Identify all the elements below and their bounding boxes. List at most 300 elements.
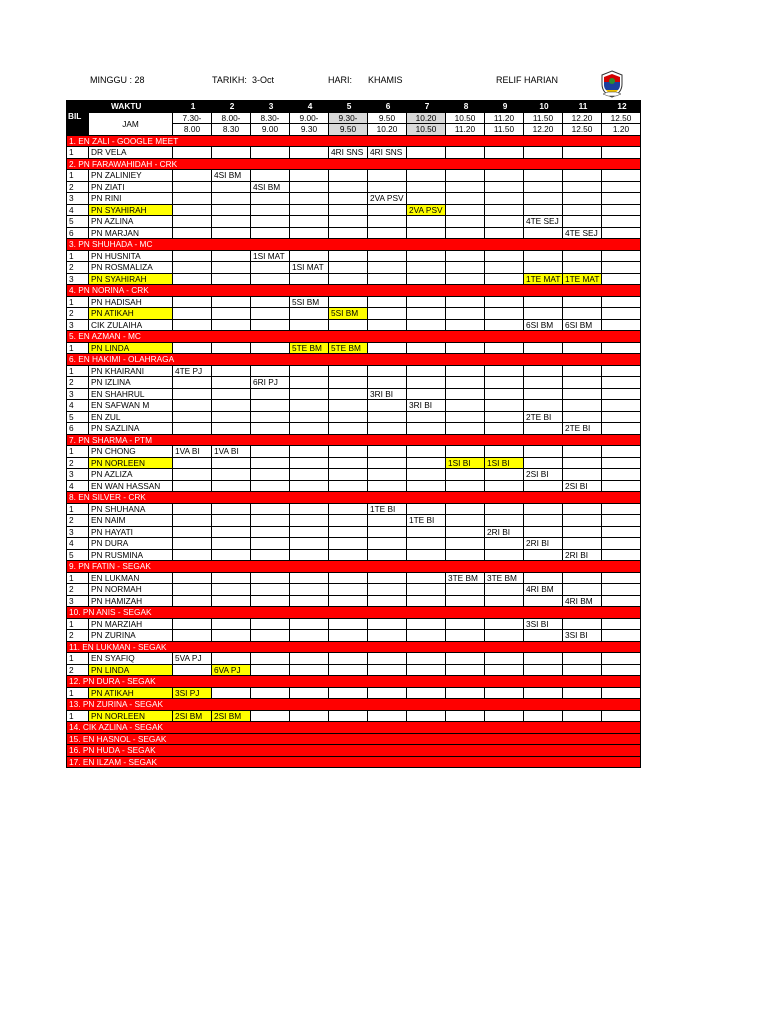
empty-cell bbox=[446, 687, 485, 699]
empty-cell bbox=[602, 710, 641, 722]
empty-cell bbox=[290, 572, 329, 584]
empty-cell bbox=[563, 193, 602, 205]
empty-cell bbox=[485, 664, 524, 676]
empty-cell bbox=[251, 584, 290, 596]
assignment-cell: 4SI BM bbox=[251, 181, 290, 193]
empty-cell bbox=[290, 204, 329, 216]
empty-cell bbox=[446, 365, 485, 377]
start-time-cell: 7.30- bbox=[173, 112, 212, 124]
assignment-cell: 3TE BM bbox=[485, 572, 524, 584]
empty-cell bbox=[407, 457, 446, 469]
empty-cell bbox=[251, 423, 290, 435]
absent-teacher-title: 5. EN AZMAN - MC bbox=[67, 331, 641, 343]
empty-cell bbox=[368, 273, 407, 285]
empty-cell bbox=[212, 319, 251, 331]
assignment-cell: 2VA PSV bbox=[368, 193, 407, 205]
absent-teacher-title: 14. CIK AZLINA - SEGAK bbox=[67, 722, 641, 734]
empty-cell bbox=[602, 549, 641, 561]
relief-teacher-name: PN NORLEEN bbox=[89, 710, 173, 722]
empty-cell bbox=[446, 710, 485, 722]
relief-teacher-name: PN ATIKAH bbox=[89, 687, 173, 699]
relief-teacher-name: PN HADISAH bbox=[89, 296, 173, 308]
bil-cell: 2 bbox=[67, 630, 89, 642]
relief-teacher-name: PN IZLINA bbox=[89, 377, 173, 389]
period-number: 6 bbox=[368, 101, 407, 113]
empty-cell bbox=[290, 365, 329, 377]
assignment-cell: 1SI MAT bbox=[290, 262, 329, 274]
empty-cell bbox=[212, 216, 251, 228]
empty-cell bbox=[290, 319, 329, 331]
end-time-cell: 10.50 bbox=[407, 124, 446, 136]
bil-cell: 2 bbox=[67, 262, 89, 274]
absent-teacher-row bbox=[67, 676, 641, 688]
empty-cell bbox=[602, 262, 641, 274]
absent-teacher-row bbox=[67, 239, 641, 251]
empty-cell bbox=[173, 572, 212, 584]
hari-value: KHAMIS bbox=[368, 75, 403, 85]
empty-cell bbox=[368, 250, 407, 262]
empty-cell bbox=[485, 193, 524, 205]
empty-cell bbox=[251, 457, 290, 469]
empty-cell bbox=[251, 342, 290, 354]
bil-cell: 1 bbox=[67, 572, 89, 584]
empty-cell bbox=[290, 308, 329, 320]
empty-cell bbox=[329, 193, 368, 205]
empty-cell bbox=[602, 147, 641, 159]
empty-cell bbox=[602, 630, 641, 642]
empty-cell bbox=[173, 595, 212, 607]
empty-cell bbox=[602, 377, 641, 389]
empty-cell bbox=[524, 595, 563, 607]
empty-cell bbox=[212, 181, 251, 193]
empty-cell bbox=[251, 308, 290, 320]
absent-teacher-title: 3. PN SHUHADA - MC bbox=[67, 239, 641, 251]
empty-cell bbox=[251, 618, 290, 630]
empty-cell bbox=[524, 227, 563, 239]
empty-cell bbox=[602, 618, 641, 630]
empty-cell bbox=[602, 526, 641, 538]
relief-row bbox=[67, 653, 641, 665]
period-number: 11 bbox=[563, 101, 602, 113]
bil-cell: 4 bbox=[67, 538, 89, 550]
assignment-cell: 2TE BI bbox=[524, 411, 563, 423]
empty-cell bbox=[212, 595, 251, 607]
bil-cell: 2 bbox=[67, 515, 89, 527]
empty-cell bbox=[446, 377, 485, 389]
relief-row bbox=[67, 262, 641, 274]
absent-teacher-title: 9. PN FATIN - SEGAK bbox=[67, 561, 641, 573]
empty-cell bbox=[368, 400, 407, 412]
empty-cell bbox=[173, 503, 212, 515]
empty-cell bbox=[290, 630, 329, 642]
empty-cell bbox=[290, 457, 329, 469]
empty-cell bbox=[212, 377, 251, 389]
relief-row bbox=[67, 227, 641, 239]
empty-cell bbox=[329, 296, 368, 308]
assignment-cell: 4RI SNS bbox=[368, 147, 407, 159]
empty-cell bbox=[563, 503, 602, 515]
absent-teacher-title: 7. PN SHARMA - PTM bbox=[67, 434, 641, 446]
end-time-cell: 1.20 bbox=[602, 124, 641, 136]
empty-cell bbox=[446, 480, 485, 492]
bil-cell: 5 bbox=[67, 411, 89, 423]
empty-cell bbox=[251, 595, 290, 607]
absent-teacher-row bbox=[67, 135, 641, 147]
empty-cell bbox=[368, 342, 407, 354]
empty-cell bbox=[446, 503, 485, 515]
empty-cell bbox=[524, 204, 563, 216]
empty-cell bbox=[173, 618, 212, 630]
empty-cell bbox=[173, 515, 212, 527]
bil-cell: 3 bbox=[67, 526, 89, 538]
relief-row bbox=[67, 296, 641, 308]
assignment-cell: 2VA PSV bbox=[407, 204, 446, 216]
start-time-cell: 12.20 bbox=[563, 112, 602, 124]
empty-cell bbox=[329, 181, 368, 193]
empty-cell bbox=[524, 457, 563, 469]
assignment-cell: 4TE SEJ bbox=[524, 216, 563, 228]
relief-teacher-name: PN ZURINA bbox=[89, 630, 173, 642]
assignment-cell: 6SI BM bbox=[563, 319, 602, 331]
relief-row bbox=[67, 515, 641, 527]
empty-cell bbox=[212, 147, 251, 159]
bil-cell: 1 bbox=[67, 342, 89, 354]
empty-cell bbox=[329, 423, 368, 435]
period-number: 8 bbox=[446, 101, 485, 113]
empty-cell bbox=[251, 365, 290, 377]
empty-cell bbox=[602, 653, 641, 665]
assignment-cell: 6VA PJ bbox=[212, 664, 251, 676]
empty-cell bbox=[524, 653, 563, 665]
empty-cell bbox=[407, 549, 446, 561]
jam-header: JAM bbox=[89, 112, 173, 135]
empty-cell bbox=[407, 630, 446, 642]
empty-cell bbox=[407, 423, 446, 435]
bil-cell: 3 bbox=[67, 469, 89, 481]
empty-cell bbox=[212, 630, 251, 642]
empty-cell bbox=[251, 388, 290, 400]
absent-teacher-title: 11. EN LUKMAN - SEGAK bbox=[67, 641, 641, 653]
empty-cell bbox=[251, 296, 290, 308]
empty-cell bbox=[290, 538, 329, 550]
empty-cell bbox=[212, 423, 251, 435]
empty-cell bbox=[407, 480, 446, 492]
absent-teacher-title: 6. EN HAKIMI - OLAHRAGA bbox=[67, 354, 641, 366]
end-time-cell: 11.20 bbox=[446, 124, 485, 136]
relief-teacher-name: PN SYAHIRAH bbox=[89, 204, 173, 216]
assignment-cell: 4RI BM bbox=[563, 595, 602, 607]
relief-row bbox=[67, 457, 641, 469]
bil-cell: 5 bbox=[67, 216, 89, 228]
relief-row bbox=[67, 572, 641, 584]
relief-row bbox=[67, 411, 641, 423]
empty-cell bbox=[446, 147, 485, 159]
empty-cell bbox=[329, 503, 368, 515]
empty-cell bbox=[563, 388, 602, 400]
empty-cell bbox=[173, 538, 212, 550]
empty-cell bbox=[251, 273, 290, 285]
empty-cell bbox=[407, 342, 446, 354]
empty-cell bbox=[212, 480, 251, 492]
empty-cell bbox=[524, 181, 563, 193]
empty-cell bbox=[329, 526, 368, 538]
empty-cell bbox=[446, 446, 485, 458]
empty-cell bbox=[251, 216, 290, 228]
assignment-cell: 5TE BM bbox=[329, 342, 368, 354]
empty-cell bbox=[368, 584, 407, 596]
empty-cell bbox=[563, 618, 602, 630]
empty-cell bbox=[446, 308, 485, 320]
relief-teacher-name: EN WAN HASSAN bbox=[89, 480, 173, 492]
relief-teacher-name: PN LINDA bbox=[89, 664, 173, 676]
assignment-cell: 3SI BI bbox=[563, 630, 602, 642]
empty-cell bbox=[602, 503, 641, 515]
bil-cell: 2 bbox=[67, 377, 89, 389]
absent-teacher-row bbox=[67, 285, 641, 297]
assignment-cell: 2SI BI bbox=[563, 480, 602, 492]
empty-cell bbox=[290, 595, 329, 607]
empty-cell bbox=[407, 147, 446, 159]
empty-cell bbox=[212, 687, 251, 699]
bil-cell: 3 bbox=[67, 595, 89, 607]
empty-cell bbox=[446, 227, 485, 239]
relief-teacher-name: EN SAFWAN M bbox=[89, 400, 173, 412]
empty-cell bbox=[446, 526, 485, 538]
bil-cell: 1 bbox=[67, 446, 89, 458]
empty-cell bbox=[173, 480, 212, 492]
absent-teacher-title: 15. EN HASNOL - SEGAK bbox=[67, 733, 641, 745]
start-time-cell: 9.30- bbox=[329, 112, 368, 124]
empty-cell bbox=[251, 170, 290, 182]
empty-cell bbox=[563, 147, 602, 159]
empty-cell bbox=[407, 193, 446, 205]
absent-teacher-row bbox=[67, 733, 641, 745]
empty-cell bbox=[524, 480, 563, 492]
absent-teacher-title: 2. PN FARAWAHIDAH - CRK bbox=[67, 158, 641, 170]
empty-cell bbox=[602, 584, 641, 596]
bil-cell: 1 bbox=[67, 147, 89, 159]
empty-cell bbox=[485, 549, 524, 561]
empty-cell bbox=[485, 342, 524, 354]
bil-cell: 1 bbox=[67, 296, 89, 308]
empty-cell bbox=[602, 193, 641, 205]
empty-cell bbox=[524, 515, 563, 527]
empty-cell bbox=[212, 584, 251, 596]
empty-cell bbox=[251, 147, 290, 159]
empty-cell bbox=[602, 273, 641, 285]
empty-cell bbox=[602, 538, 641, 550]
school-crest-icon bbox=[600, 70, 624, 98]
empty-cell bbox=[173, 193, 212, 205]
assignment-cell: 4TE SEJ bbox=[563, 227, 602, 239]
empty-cell bbox=[524, 549, 563, 561]
empty-cell bbox=[485, 687, 524, 699]
empty-cell bbox=[563, 170, 602, 182]
assignment-cell: 2TE BI bbox=[563, 423, 602, 435]
sheet-title: RELIF HARIAN bbox=[496, 75, 559, 85]
relief-row bbox=[67, 664, 641, 676]
bil-cell: 1 bbox=[67, 653, 89, 665]
absent-teacher-row bbox=[67, 331, 641, 343]
assignment-cell: 1TE MAT bbox=[563, 273, 602, 285]
empty-cell bbox=[173, 664, 212, 676]
relief-teacher-name: EN SHAHRUL bbox=[89, 388, 173, 400]
empty-cell bbox=[251, 400, 290, 412]
empty-cell bbox=[212, 227, 251, 239]
empty-cell bbox=[602, 227, 641, 239]
bil-cell: 1 bbox=[67, 687, 89, 699]
relief-teacher-name: PN RUSMINA bbox=[89, 549, 173, 561]
bil-cell: 2 bbox=[67, 181, 89, 193]
empty-cell bbox=[602, 181, 641, 193]
empty-cell bbox=[173, 411, 212, 423]
relief-row bbox=[67, 538, 641, 550]
bil-cell: 1 bbox=[67, 365, 89, 377]
empty-cell bbox=[446, 411, 485, 423]
empty-cell bbox=[173, 549, 212, 561]
empty-cell bbox=[329, 618, 368, 630]
empty-cell bbox=[446, 273, 485, 285]
absent-teacher-title: 16. PN HUDA - SEGAK bbox=[67, 745, 641, 757]
tarikh-value: 3-Oct bbox=[252, 75, 275, 85]
assignment-cell: 2SI BM bbox=[173, 710, 212, 722]
empty-cell bbox=[290, 216, 329, 228]
relief-row bbox=[67, 618, 641, 630]
assignment-cell: 6RI PJ bbox=[251, 377, 290, 389]
empty-cell bbox=[563, 653, 602, 665]
absent-teacher-title: 13. PN ZURINA - SEGAK bbox=[67, 699, 641, 711]
empty-cell bbox=[524, 377, 563, 389]
empty-cell bbox=[563, 572, 602, 584]
empty-cell bbox=[563, 469, 602, 481]
empty-cell bbox=[329, 170, 368, 182]
empty-cell bbox=[563, 526, 602, 538]
empty-cell bbox=[524, 572, 563, 584]
empty-cell bbox=[602, 423, 641, 435]
empty-cell bbox=[290, 388, 329, 400]
empty-cell bbox=[602, 319, 641, 331]
start-time-cell: 12.50 bbox=[602, 112, 641, 124]
relief-row bbox=[67, 446, 641, 458]
empty-cell bbox=[524, 400, 563, 412]
empty-cell bbox=[524, 526, 563, 538]
empty-cell bbox=[407, 250, 446, 262]
empty-cell bbox=[368, 262, 407, 274]
empty-cell bbox=[563, 250, 602, 262]
empty-cell bbox=[407, 388, 446, 400]
empty-cell bbox=[602, 572, 641, 584]
empty-cell bbox=[173, 170, 212, 182]
empty-cell bbox=[407, 181, 446, 193]
empty-cell bbox=[407, 262, 446, 274]
empty-cell bbox=[446, 469, 485, 481]
empty-cell bbox=[251, 526, 290, 538]
relief-teacher-name: PN NORMAH bbox=[89, 584, 173, 596]
empty-cell bbox=[329, 549, 368, 561]
empty-cell bbox=[290, 618, 329, 630]
empty-cell bbox=[368, 308, 407, 320]
empty-cell bbox=[173, 147, 212, 159]
end-time-cell: 11.50 bbox=[485, 124, 524, 136]
empty-cell bbox=[368, 227, 407, 239]
empty-cell bbox=[602, 446, 641, 458]
empty-cell bbox=[329, 388, 368, 400]
empty-cell bbox=[485, 515, 524, 527]
empty-cell bbox=[407, 584, 446, 596]
empty-cell bbox=[485, 262, 524, 274]
assignment-cell: 3TE BM bbox=[446, 572, 485, 584]
period-number: 10 bbox=[524, 101, 563, 113]
assignment-cell: 1VA BI bbox=[212, 446, 251, 458]
absent-teacher-row bbox=[67, 354, 641, 366]
relief-teacher-name: PN ZIATI bbox=[89, 181, 173, 193]
bil-header: BIL bbox=[67, 101, 89, 136]
empty-cell bbox=[407, 469, 446, 481]
relief-row bbox=[67, 480, 641, 492]
relief-teacher-name: PN MARJAN bbox=[89, 227, 173, 239]
empty-cell bbox=[173, 342, 212, 354]
empty-cell bbox=[212, 618, 251, 630]
empty-cell bbox=[173, 262, 212, 274]
empty-cell bbox=[212, 296, 251, 308]
empty-cell bbox=[485, 204, 524, 216]
empty-cell bbox=[368, 538, 407, 550]
empty-cell bbox=[446, 630, 485, 642]
empty-cell bbox=[407, 273, 446, 285]
empty-cell bbox=[446, 584, 485, 596]
absent-teacher-row bbox=[67, 745, 641, 757]
empty-cell bbox=[290, 193, 329, 205]
absent-teacher-row bbox=[67, 434, 641, 446]
empty-cell bbox=[485, 388, 524, 400]
empty-cell bbox=[485, 377, 524, 389]
empty-cell bbox=[563, 400, 602, 412]
empty-cell bbox=[329, 595, 368, 607]
empty-cell bbox=[485, 423, 524, 435]
relief-row bbox=[67, 170, 641, 182]
empty-cell bbox=[602, 411, 641, 423]
assignment-cell: 5SI BM bbox=[290, 296, 329, 308]
empty-cell bbox=[173, 319, 212, 331]
period-number: 3 bbox=[251, 101, 290, 113]
empty-cell bbox=[407, 365, 446, 377]
start-time-cell: 10.50 bbox=[446, 112, 485, 124]
empty-cell bbox=[329, 710, 368, 722]
empty-cell bbox=[173, 630, 212, 642]
empty-cell bbox=[368, 469, 407, 481]
empty-cell bbox=[329, 480, 368, 492]
empty-cell bbox=[329, 204, 368, 216]
empty-cell bbox=[446, 319, 485, 331]
relief-row bbox=[67, 526, 641, 538]
empty-cell bbox=[329, 273, 368, 285]
start-time-cell: 9.00- bbox=[290, 112, 329, 124]
empty-cell bbox=[251, 687, 290, 699]
empty-cell bbox=[290, 446, 329, 458]
empty-cell bbox=[524, 262, 563, 274]
empty-cell bbox=[485, 319, 524, 331]
empty-cell bbox=[329, 365, 368, 377]
empty-cell bbox=[329, 446, 368, 458]
absent-teacher-title: 1. EN ZALI - GOOGLE MEET bbox=[67, 135, 641, 147]
empty-cell bbox=[602, 342, 641, 354]
empty-cell bbox=[407, 227, 446, 239]
absent-teacher-row bbox=[67, 699, 641, 711]
empty-cell bbox=[251, 538, 290, 550]
empty-cell bbox=[524, 664, 563, 676]
empty-cell bbox=[251, 469, 290, 481]
empty-cell bbox=[563, 446, 602, 458]
